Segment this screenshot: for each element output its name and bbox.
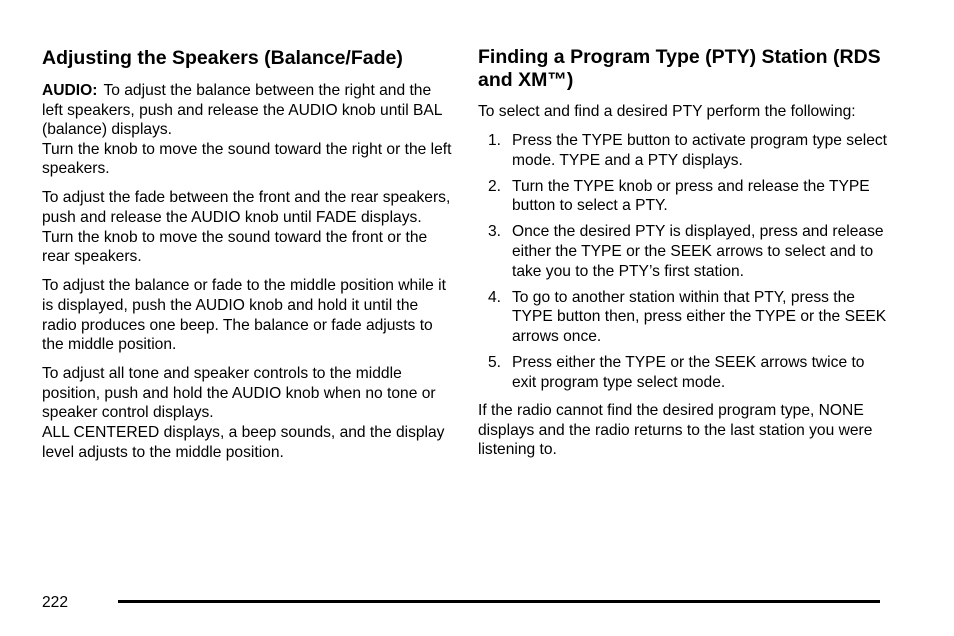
- left-column: [42, 46, 452, 472]
- step-text: Once the desired PTY is displayed, press and release either the TYPE or the SEEK arrows to select and to take you to the PTY’s first station.: [512, 223, 884, 280]
- tone-text-2: ALL CENTERED displays, a beep sounds, and the display level adjusts to the middle position.: [42, 424, 445, 461]
- audio-text-1: To adjust the balance between the right and the left speakers, push and release the AUDIO knob until BAL (balance) displays.: [42, 82, 442, 139]
- list-item: [478, 288, 888, 347]
- step-number: 1.: [488, 132, 502, 150]
- right-column: [478, 46, 888, 470]
- step-text: Turn the TYPE knob or press and release the TYPE button to select a PTY.: [512, 177, 870, 215]
- pty-intro: To select and find a desired PTY perform the following:: [478, 103, 856, 120]
- list-item: [478, 222, 888, 281]
- fade-paragraph: To adjust the fade between the front and the rear speakers, push and release the AUDIO knob until FADE displays. Turn the knob to move the sound toward the front or the rear speakers.: [42, 189, 451, 266]
- list-item: [478, 177, 888, 216]
- pty-steps-list: [478, 131, 888, 392]
- audio-text-2: Turn the knob to move the sound toward the right or the left speakers.: [42, 140, 452, 178]
- middle-position-paragraph: To adjust the balance or fade to the middle position while it is displayed, push the AUDIO knob and hold it until the radio produces one beep. The balance or fade adjusts to the middle position.: [42, 277, 446, 354]
- step-text: To go to another station within that PTY, press the TYPE button then, press either the TYPE or the SEEK arrows once.: [512, 288, 887, 345]
- section-heading-balance-fade: Adjusting the Speakers (Balance/Fade): [42, 47, 403, 69]
- list-item: [478, 131, 888, 170]
- step-number: 3.: [488, 223, 502, 241]
- step-text: Press the TYPE button to activate program type select mode. TYPE and a PTY displays.: [512, 132, 888, 169]
- step-number: 5.: [488, 354, 502, 372]
- pty-closing: If the radio cannot find the desired program type, NONE displays and the radio returns to the last station you were listening to.: [478, 402, 873, 459]
- step-text: Press either the TYPE or the SEEK arrows twice to exit program type select mode.: [512, 354, 865, 391]
- footer-rule: [118, 600, 880, 603]
- step-number: 2.: [488, 177, 502, 195]
- list-item: [478, 353, 888, 392]
- page-number: 222: [42, 594, 69, 611]
- section-heading-pty: Finding a Program Type (PTY) Station (RDS and XM™): [478, 46, 881, 91]
- tone-paragraph: [42, 364, 452, 462]
- tone-text-1: To adjust all tone and speaker controls to the middle position, push and hold the AUDIO knob when no tone or speaker control displays.: [42, 365, 436, 422]
- audio-paragraph: [42, 81, 452, 179]
- audio-label: AUDIO:: [42, 82, 98, 99]
- step-number: 4.: [488, 288, 502, 306]
